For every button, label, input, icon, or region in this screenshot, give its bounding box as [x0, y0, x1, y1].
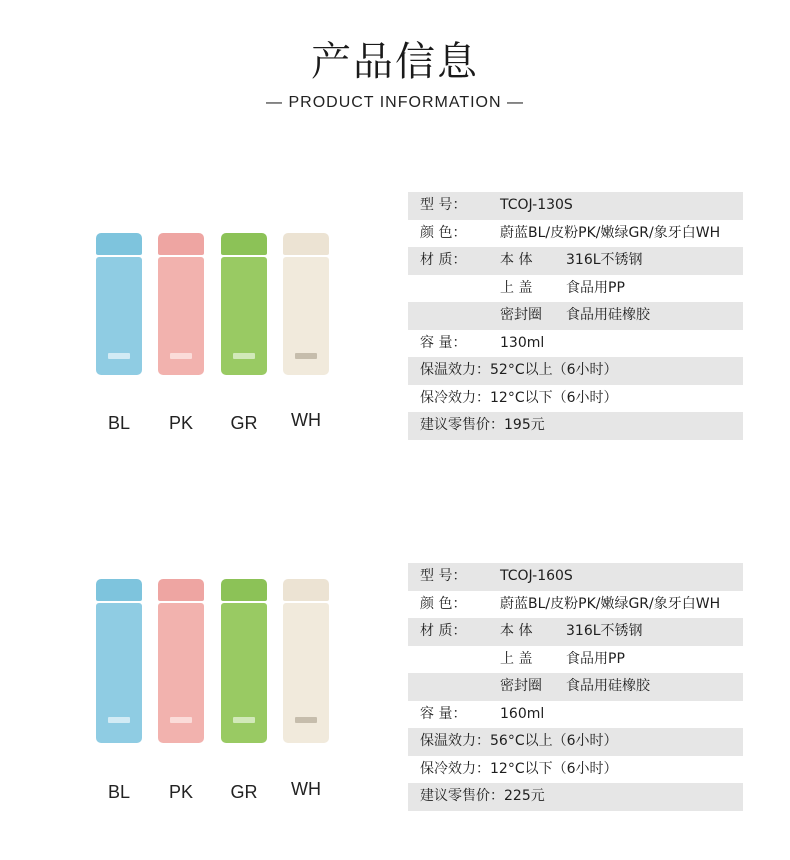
bottle-image-wh	[283, 233, 329, 375]
spec-row-cold	[408, 385, 743, 413]
bottle-image-pk	[158, 579, 204, 743]
spec-sublabel: 本 体	[500, 252, 533, 268]
spec-sublabel: 密封圈	[500, 307, 542, 323]
spec-label: 材 质：	[420, 623, 467, 639]
spec-row-color	[408, 220, 743, 248]
color-label-bl: BL	[107, 413, 131, 433]
spec-label: 颜 色：	[420, 595, 467, 612]
spec-value: TCOJ-160S	[500, 568, 573, 584]
color-label-pk: PK	[168, 782, 193, 802]
spec-text: 保冷效力：12°C以下（6小时）	[420, 389, 618, 406]
spec-sublabel: 上 盖	[500, 279, 533, 296]
spec-row-seal	[408, 673, 743, 701]
spec-sublabel: 本 体	[500, 623, 533, 639]
spec-row-price	[408, 783, 743, 811]
spec-text: 建议零售价：195元	[420, 417, 545, 433]
spec-text: 保温效力：56°C以上（6小时）	[420, 733, 618, 749]
spec-label: 颜 色：	[420, 224, 467, 241]
spec-text: 保温效力：52°C以上（6小时）	[420, 362, 618, 378]
spec-value: 316L不锈钢	[566, 252, 643, 268]
spec-value: 316L不锈钢	[566, 623, 643, 639]
spec-text: 建议零售价：225元	[420, 788, 545, 804]
bottle-image-gr	[221, 233, 267, 375]
spec-row-cold	[408, 756, 743, 784]
spec-row-warm	[408, 357, 743, 385]
bottle-image-bl	[96, 233, 142, 375]
spec-value: 食品用PP	[566, 279, 625, 296]
bottle-image-pk	[158, 233, 204, 375]
spec-row-model	[408, 192, 743, 220]
spec-value: TCOJ-130S	[500, 197, 573, 213]
spec-table	[408, 563, 743, 811]
spec-table	[408, 192, 743, 440]
bottle-image-wh	[283, 579, 329, 743]
spec-value: 蔚蓝BL/皮粉PK/嫩绿GR/象牙白WH	[500, 224, 721, 241]
spec-label: 容 量：	[420, 334, 467, 351]
color-label-gr: GR	[230, 782, 258, 802]
color-label-gr: GR	[230, 413, 258, 433]
spec-sublabel: 上 盖	[500, 650, 533, 667]
spec-value: 蔚蓝BL/皮粉PK/嫩绿GR/象牙白WH	[500, 595, 721, 612]
color-label-wh: WH	[291, 410, 321, 430]
spec-row-seal	[408, 302, 743, 330]
spec-label: 容 量：	[420, 705, 467, 722]
spec-row-capacity	[408, 701, 743, 729]
spec-row-lid	[408, 646, 743, 674]
color-label-wh: WH	[291, 779, 321, 799]
spec-value: 食品用PP	[566, 650, 625, 667]
bottle-image-bl	[96, 579, 142, 743]
spec-row-material	[408, 618, 743, 646]
bottle-image-gr	[221, 579, 267, 743]
spec-value: 160ml	[500, 705, 545, 722]
spec-row-material	[408, 247, 743, 275]
spec-row-price	[408, 412, 743, 440]
spec-row-color	[408, 591, 743, 619]
spec-value: 食品用硅橡胶	[566, 307, 650, 323]
spec-row-model	[408, 563, 743, 591]
spec-row-capacity	[408, 330, 743, 358]
page-subtitle: — PRODUCT INFORMATION —	[266, 94, 524, 111]
spec-label: 型 号：	[420, 197, 467, 213]
spec-label: 型 号：	[420, 568, 467, 584]
spec-row-lid	[408, 275, 743, 303]
page-title: 产品信息	[311, 39, 479, 85]
spec-sublabel: 密封圈	[500, 678, 542, 694]
spec-value: 食品用硅橡胶	[566, 678, 650, 694]
spec-row-warm	[408, 728, 743, 756]
spec-label: 材 质：	[420, 252, 467, 268]
spec-value: 130ml	[500, 334, 545, 351]
spec-text: 保冷效力：12°C以下（6小时）	[420, 760, 618, 777]
color-label-pk: PK	[168, 413, 193, 433]
color-label-bl: BL	[107, 782, 131, 802]
